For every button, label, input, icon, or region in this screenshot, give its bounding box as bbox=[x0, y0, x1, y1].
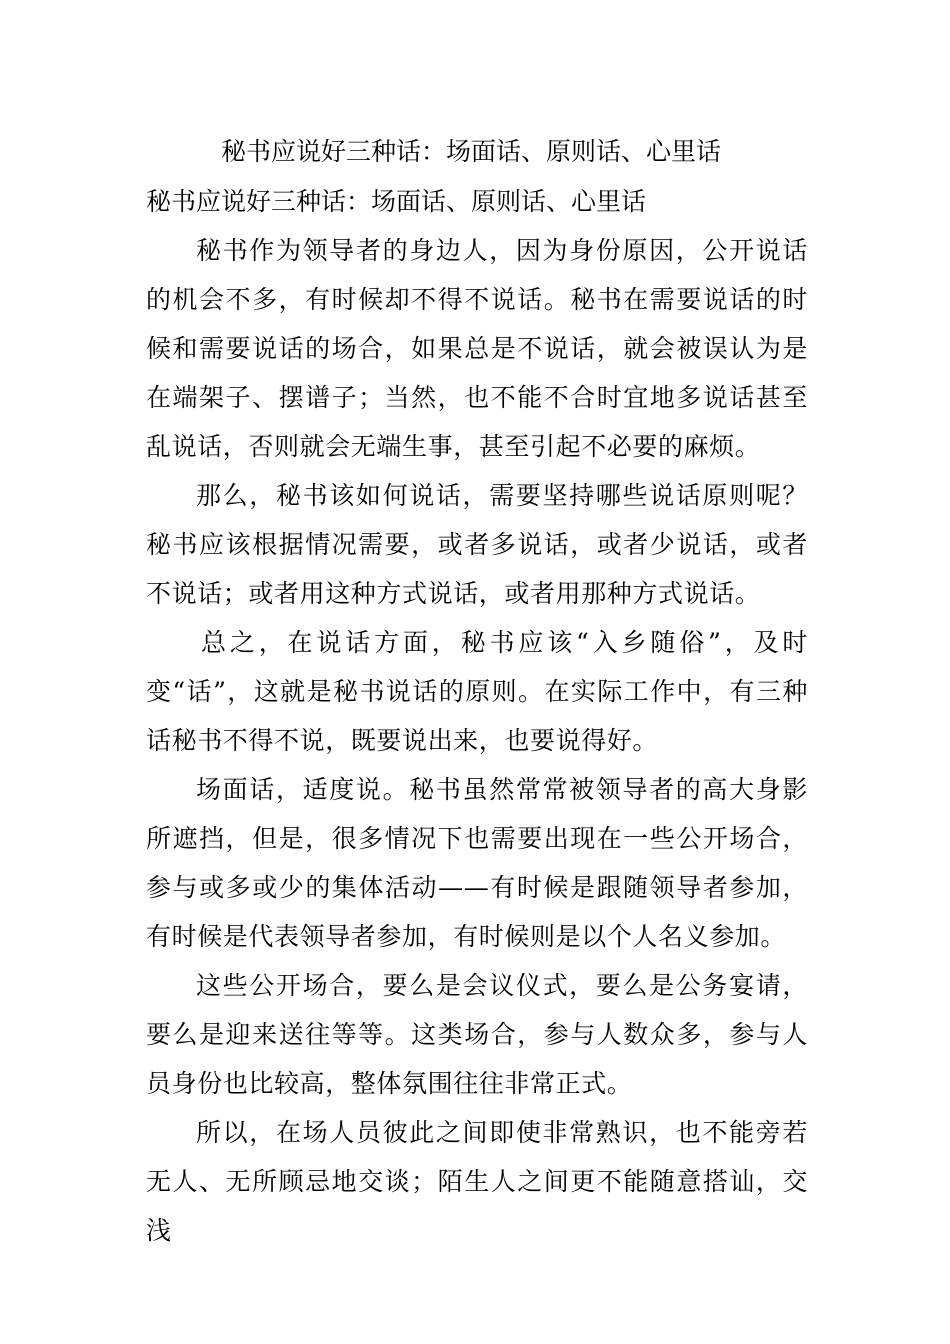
paragraph-5: 这些公开场合，要么是会议仪式，要么是公务宴请，要么是迎来送往等等。这类场合，参与人数众多，参与人员身份也比较高，整体氛围往往非常正式。 bbox=[146, 971, 808, 1098]
document-subtitle: 秘书应说好三种话：场面话、原则话、心里话 bbox=[146, 187, 647, 216]
paragraph-4: 场面话，适度说。秘书虽然常常被领导者的高大身影所遮挡，但是，很多情况下也需要出现在一些公开场合，参与或多或少的集体活动——有时候是跟随领导者参加，有时候是代表领导者参加，有时候则是以个人名义参加。 bbox=[146, 775, 808, 951]
paragraph-1: 秘书作为领导者的身边人，因为身份原因，公开说话的机会不多，有时候却不得不说话。秘书在需要说话的时候和需要说话的场合，如果总是不说话，就会被误认为是在端架子、摆谱子；当然，也不能不合时宜地多说话甚至乱说话，否则就会无端生事，甚至引起不必要的麻烦。 bbox=[146, 236, 808, 461]
paragraph-6: 所以，在场人员彼此之间即使非常熟识，也不能旁若无人、无所顾忌地交谈；陌生人之间更不能随意搭讪，交浅 bbox=[146, 1118, 808, 1245]
document-body bbox=[146, 226, 808, 1255]
document-title: 秘书应说好三种话：场面话、原则话、心里话 bbox=[221, 137, 722, 166]
paragraph-3: 总之，在说话方面，秘书应该“入乡随俗”，及时变“话”，这就是秘书说话的原则。在实际工作中，有三种话秘书不得不说，既要说出来，也要说得好。 bbox=[146, 628, 808, 755]
paragraph-2: 那么，秘书该如何说话，需要坚持哪些说话原则呢？秘书应该根据情况需要，或者多说话，或者少说话，或者不说话；或者用这种方式说话，或者用那种方式说话。 bbox=[146, 481, 808, 608]
